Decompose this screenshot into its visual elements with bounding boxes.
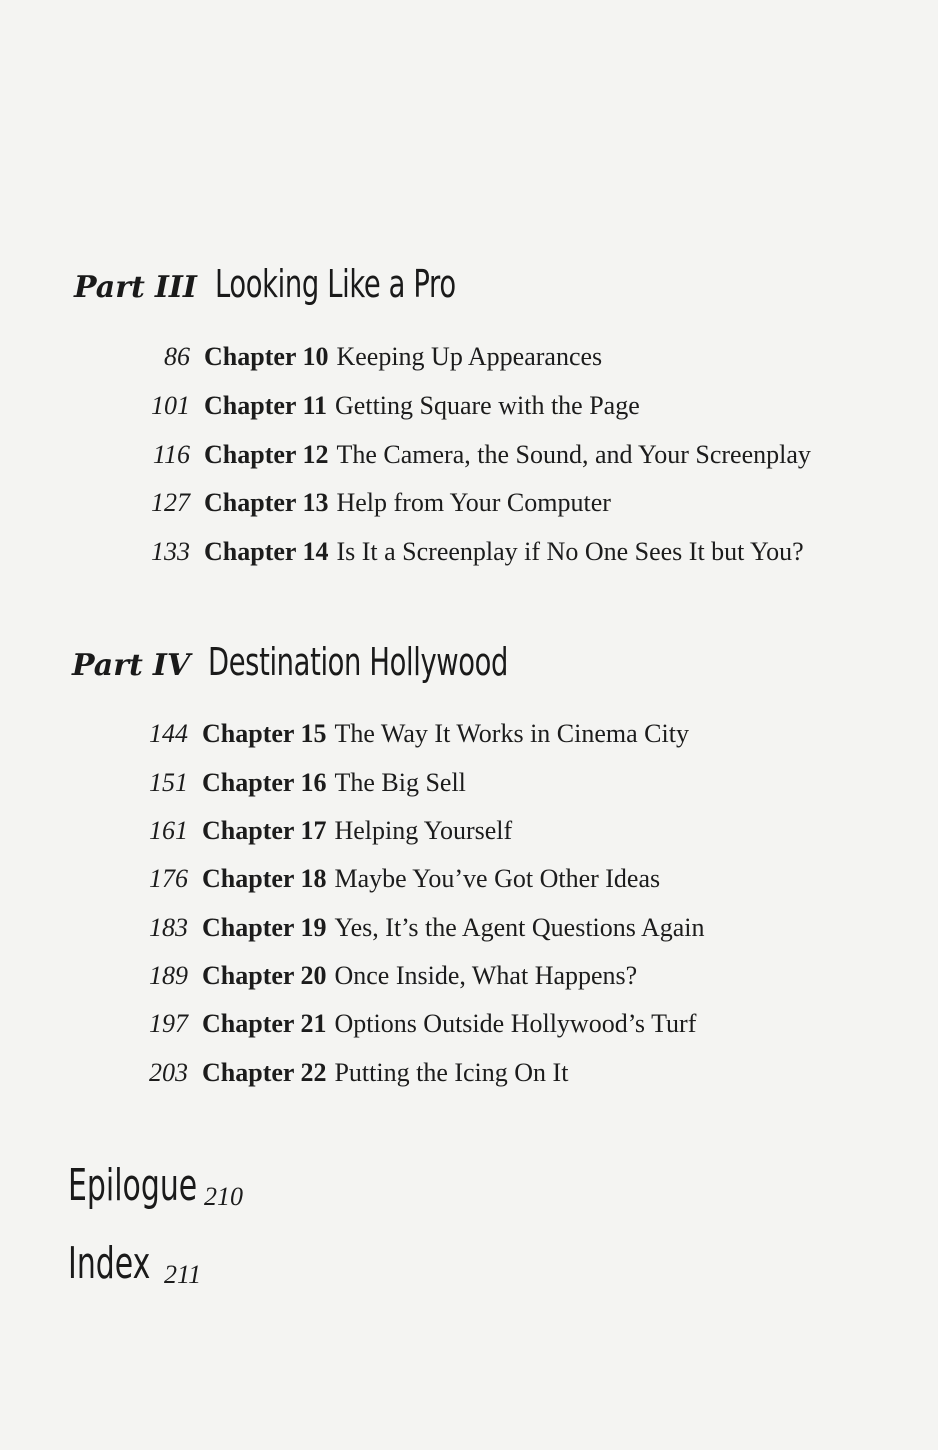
chapter-row[interactable] [132,719,689,755]
index-entry[interactable] [68,1238,202,1289]
chapter-row[interactable] [132,816,512,852]
chapter-label: Chapter 11 [204,391,328,420]
chapter-page: 116 [152,440,190,469]
chapter-page: 197 [149,1009,188,1038]
chapter-label: Chapter 15 [202,719,327,748]
chapter-page: 127 [151,488,190,517]
chapter-page: 189 [149,961,188,990]
chapter-label: Chapter 19 [202,913,327,942]
chapter-row[interactable] [132,961,637,997]
chapter-label: Chapter 22 [202,1058,327,1087]
chapter-title: Once Inside, What Happens? [334,961,638,990]
epilogue-entry[interactable] [68,1160,258,1211]
chapter-row[interactable] [134,440,811,476]
chapter-row[interactable] [134,537,804,573]
part-title: Looking Like a Pro [214,262,456,306]
chapter-label: Chapter 10 [204,342,329,371]
part-word: Part [74,270,145,305]
chapter-title: Helping Yourself [334,816,513,845]
chapter-title: Is It a Screenplay if No One Sees It but You? [336,537,804,566]
chapter-row[interactable] [134,488,611,524]
chapter-row[interactable] [132,1058,568,1094]
chapter-row[interactable] [134,342,602,378]
part-title: Destination Hollywood [208,640,509,684]
chapter-label: Chapter 14 [204,537,329,566]
chapter-title: Getting Square with the Page [335,391,640,420]
part-number: IV [152,648,191,683]
part-number: III [154,270,197,305]
chapter-page: 151 [149,768,188,797]
part-word: Part [72,648,143,683]
chapter-page: 176 [149,864,188,893]
chapter-title: Putting the Icing On It [334,1058,569,1087]
epilogue-title: Epilogue [68,1160,198,1211]
chapter-page: 133 [151,537,190,566]
chapter-label: Chapter 18 [202,864,327,893]
chapter-label: Chapter 17 [202,816,327,845]
chapter-label: Chapter 20 [202,961,327,990]
chapter-row[interactable] [132,864,660,900]
chapter-title: Keeping Up Appearances [336,342,603,371]
chapter-title: Options Outside Hollywood’s Turf [334,1009,697,1038]
chapter-row[interactable] [132,1009,696,1045]
chapter-title: Yes, It’s the Agent Questions Again [334,913,705,942]
index-title: Index [68,1238,151,1289]
chapter-row[interactable] [134,391,640,427]
chapter-label: Chapter 12 [204,440,329,469]
chapter-title: The Way It Works in Cinema City [334,719,689,748]
chapter-title: The Big Sell [334,768,466,797]
chapter-title: Help from Your Computer [336,488,611,517]
chapter-row[interactable] [132,913,705,949]
part-heading-4 [72,640,625,684]
chapter-page: 161 [149,816,188,845]
chapter-label: Chapter 21 [202,1009,327,1038]
index-page: 211 [164,1260,202,1289]
chapter-row[interactable] [132,768,466,804]
chapter-page: 86 [164,342,190,371]
chapter-label: Chapter 16 [202,768,327,797]
chapter-page: 183 [149,913,188,942]
chapter-page: 101 [151,391,190,420]
chapter-title: Maybe You’ve Got Other Ideas [334,864,661,893]
chapter-page: 144 [149,719,188,748]
epilogue-page: 210 [204,1182,243,1211]
part-heading-3 [74,262,549,306]
chapter-page: 203 [149,1058,188,1087]
chapter-title: The Camera, the Sound, and Your Screenplay [336,440,811,469]
chapter-label: Chapter 13 [204,488,329,517]
